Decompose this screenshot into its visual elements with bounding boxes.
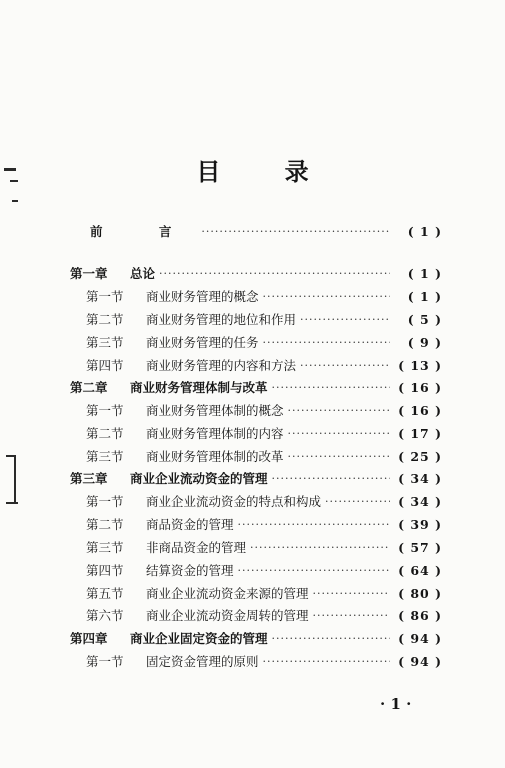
entry-title: 商品资金的管理 (146, 517, 234, 532)
entry-page: ( 39 ) (398, 516, 442, 532)
entry-number: 第一节 (86, 289, 124, 304)
entry-number: 第五节 (86, 586, 124, 601)
toc-chapter-row[interactable] (70, 377, 442, 397)
toc-section-row[interactable] (86, 332, 442, 352)
entry-page: ( 1 ) (407, 288, 442, 304)
entry-number: 第三节 (86, 540, 124, 555)
entry-title: 商业企业流动资金来源的管理 (146, 586, 309, 601)
entry-number: 第四章 (70, 631, 108, 646)
toc-chapter-row[interactable] (70, 263, 442, 283)
entry-number: 第一节 (86, 654, 124, 669)
entry-page: ( 16 ) (398, 402, 442, 418)
toc-section-row[interactable] (86, 605, 442, 625)
entry-number: 第一节 (86, 494, 124, 509)
entry-number: 第三章 (70, 471, 108, 486)
entry-number: 第二节 (86, 312, 124, 327)
leader-dots (272, 472, 390, 485)
leader-dots (263, 655, 390, 668)
entry-page: ( 80 ) (398, 585, 442, 601)
entry-title: 商业财务管理的地位和作用 (146, 312, 297, 327)
toc-section-row[interactable] (86, 560, 442, 580)
entry-page: ( 9 ) (407, 334, 442, 350)
entry-number: 第四节 (86, 358, 124, 373)
entry-title: 商业企业流动资金的管理 (130, 471, 268, 486)
toc-section-row[interactable] (86, 583, 442, 603)
entry-page: ( 34 ) (398, 470, 442, 486)
leader-dots (325, 495, 390, 508)
entry-page: ( 64 ) (398, 562, 442, 578)
leader-dots (238, 518, 390, 531)
entry-page: ( 86 ) (398, 607, 442, 623)
entry-number: 第二节 (86, 426, 124, 441)
entry-title: 商业财务管理体制的改革 (146, 449, 284, 464)
toc-section-row[interactable] (86, 537, 442, 557)
entry-number: 第六节 (86, 608, 124, 623)
entry-title: 商业财务管理的概念 (146, 289, 259, 304)
leader-dots (201, 225, 390, 238)
entry-title: 非商品资金的管理 (146, 540, 247, 555)
entry-title: 商业财务管理体制的概念 (146, 403, 284, 418)
entry-page: ( 5 ) (407, 311, 442, 327)
entry-title: 商业企业固定资金的管理 (130, 631, 268, 646)
toc-section-row[interactable] (86, 286, 442, 306)
leader-dots (263, 336, 390, 349)
entry-number: 第一章 (70, 266, 108, 281)
entry-page: ( 57 ) (398, 539, 442, 555)
toc-section-row[interactable] (86, 423, 442, 443)
entry-number: 第三节 (86, 335, 124, 350)
leader-dots (313, 609, 390, 622)
entry-title: 商业企业流动资金的特点和构成 (146, 494, 322, 509)
leader-dots (288, 450, 390, 463)
entry-page: ( 1 ) (407, 265, 442, 281)
entry-page: ( 94 ) (398, 630, 442, 646)
entry-number: 第三节 (86, 449, 124, 464)
entry-number: 第一节 (86, 403, 124, 418)
scan-mark (14, 455, 16, 503)
page-number: · 1 · (380, 695, 412, 713)
entry-title: 商业财务管理的任务 (146, 335, 259, 350)
leader-dots (272, 381, 390, 394)
entry-title: 固定资金管理的原则 (146, 654, 259, 669)
entry-page: ( 25 ) (398, 448, 442, 464)
toc-section-row[interactable] (86, 309, 442, 329)
entry-page: ( 34 ) (398, 493, 442, 509)
leader-dots (300, 313, 390, 326)
toc-section-row[interactable] (86, 491, 442, 511)
toc-section-row[interactable] (86, 355, 442, 375)
entry-title: 结算资金的管理 (146, 563, 234, 578)
toc-chapter-row[interactable] (70, 468, 442, 488)
toc-section-row[interactable] (86, 400, 442, 420)
leader-dots (159, 267, 390, 280)
leader-dots (263, 290, 390, 303)
toc-section-row[interactable] (86, 446, 442, 466)
leader-dots (300, 359, 390, 372)
leader-dots (272, 632, 390, 645)
entry-number: 第二章 (70, 380, 108, 395)
entry-page: ( 16 ) (398, 379, 442, 395)
leader-dots (313, 587, 390, 600)
preface-label: 前 言 (90, 224, 198, 239)
entry-number: 第四节 (86, 563, 124, 578)
toc-title: 目 录 (196, 157, 337, 186)
leader-dots (288, 404, 390, 417)
entry-page: ( 17 ) (398, 425, 442, 441)
leader-dots (288, 427, 390, 440)
entry-title: 商业企业流动资金周转的管理 (146, 608, 309, 623)
scan-mark (12, 200, 18, 202)
entry-title: 总论 (130, 266, 156, 281)
toc-section-row[interactable] (86, 651, 442, 671)
toc-chapter-row[interactable] (70, 628, 442, 648)
leader-dots (250, 541, 390, 554)
preface-page: ( 1 ) (407, 223, 442, 239)
entry-number: 第二节 (86, 517, 124, 532)
entry-title: 商业财务管理体制与改革 (130, 380, 268, 395)
scan-mark (6, 502, 18, 504)
entry-page: ( 13 ) (398, 357, 442, 373)
toc-section-row[interactable] (86, 514, 442, 534)
entry-page: ( 94 ) (398, 653, 442, 669)
entry-title: 商业财务管理体制的内容 (146, 426, 284, 441)
toc-preface[interactable] (90, 221, 442, 241)
scan-mark (6, 455, 16, 457)
leader-dots (238, 564, 390, 577)
entry-title: 商业财务管理的内容和方法 (146, 358, 297, 373)
